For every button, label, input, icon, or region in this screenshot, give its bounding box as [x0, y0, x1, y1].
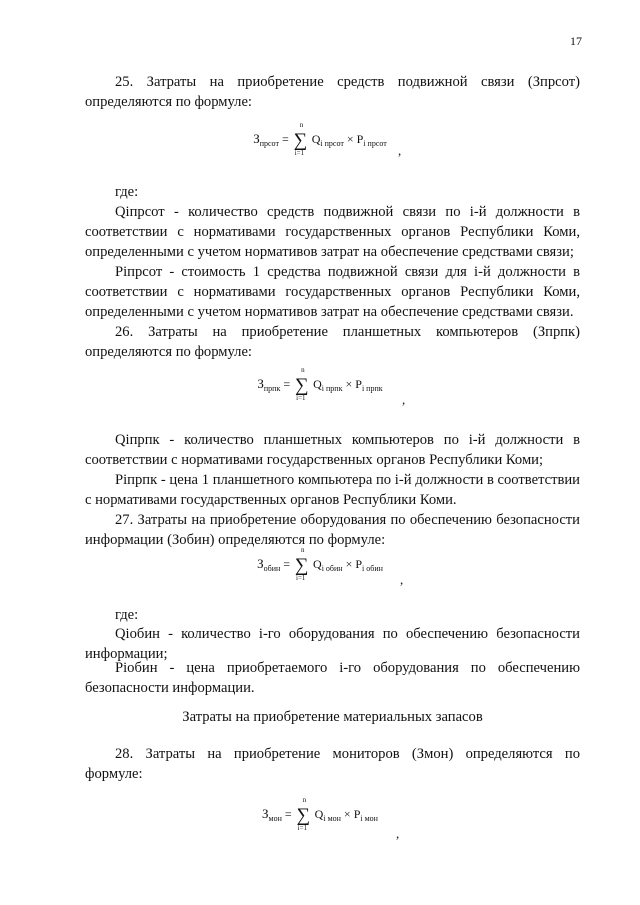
section-heading: Затраты на приобретение материальных запасов: [182, 709, 483, 725]
formula-27: $З_{обин}$ = n ∑ i=1 $Q_{i обин} \times P_{i обин}$ ,: [257, 546, 404, 587]
paragraph-26: 26. Затраты на приобретение планшетных компьютеров (Зпрпк) определяются по формуле:: [85, 324, 580, 360]
formula-28-expression: $З_{мон}$ = n ∑ i=1 $Q_{i мон} \times P_{i мон}$: [262, 796, 378, 832]
formula-27-expression: $З_{обин}$ = n ∑ i=1 $Q_{i обин} \times P_{i обин}$: [257, 546, 383, 582]
where-label-2: где:: [115, 607, 139, 623]
definition-q-prsot: Qiпрсот - количество средств подвижной связи по i-й должности в соответствии с нормативами государственных органов Республики Коми, определенными с учетом нормативов затрат на обеспечение средствами связи;: [85, 204, 580, 260]
formula-25-expression: $З_{прсот}$ = n ∑ i=1 $Q_{i прсот} \times P_{i прсот}$: [253, 121, 387, 157]
definition-q-obin: Qiобин - количество i-го оборудования по обеспечению безопасности информации;: [85, 626, 580, 662]
sum-symbol: n ∑ i=1: [295, 366, 309, 402]
sum-symbol: n ∑ i=1: [293, 121, 308, 157]
definition-q-prpk: Qiпрпк - количество планшетных компьютеров по i-й должности в соответствии с нормативами государственных органов Республики Коми;: [85, 432, 580, 468]
definition-p-prpk: Piпрпк - цена 1 планшетного компьютера по i-й должности в соответствии с нормативами государственных органов Республики Коми.: [85, 472, 580, 508]
page-number: 17: [570, 34, 582, 48]
formula-26: $З_{прпк}$ = n ∑ i=1 $Q_{i прпк} \times P_{i прпк}$ ,: [257, 366, 406, 407]
where-label-1: где:: [115, 184, 139, 200]
paragraph-28: 28. Затраты на приобретение мониторов (Змон) определяются по формуле:: [85, 746, 580, 782]
definition-p-obin: Piобин - цена приобретаемого i-го оборудования по обеспечению безопасности информации.: [85, 660, 580, 696]
paragraph-25: 25. Затраты на приобретение средств подвижной связи (Зпрсот) определяются по формуле:: [85, 74, 580, 110]
sum-symbol: n ∑ i=1: [295, 546, 309, 582]
formula-28: $З_{мон}$ = n ∑ i=1 $Q_{i мон} \times P_{i мон}$ ,: [262, 796, 400, 841]
paragraph-27: 27. Затраты на приобретение оборудования по обеспечению безопасности информации (Зобин) определяются по формуле:: [85, 512, 580, 548]
formula-26-expression: $З_{прпк}$ = n ∑ i=1 $Q_{i прпк} \times P_{i прпк}$: [257, 366, 383, 402]
sum-symbol: n ∑ i=1: [296, 796, 311, 832]
definition-p-prsot: Piпрсот - стоимость 1 средства подвижной связи для i-й должности в соответствии с нормативами государственных органов Республики Коми, определенными с учетом нормативов затрат на обеспечение средствами связи.: [85, 264, 580, 320]
formula-25: $З_{прсот}$ = n ∑ i=1 $Q_{i прсот} \times P_{i прсот}$ ,: [253, 121, 402, 158]
